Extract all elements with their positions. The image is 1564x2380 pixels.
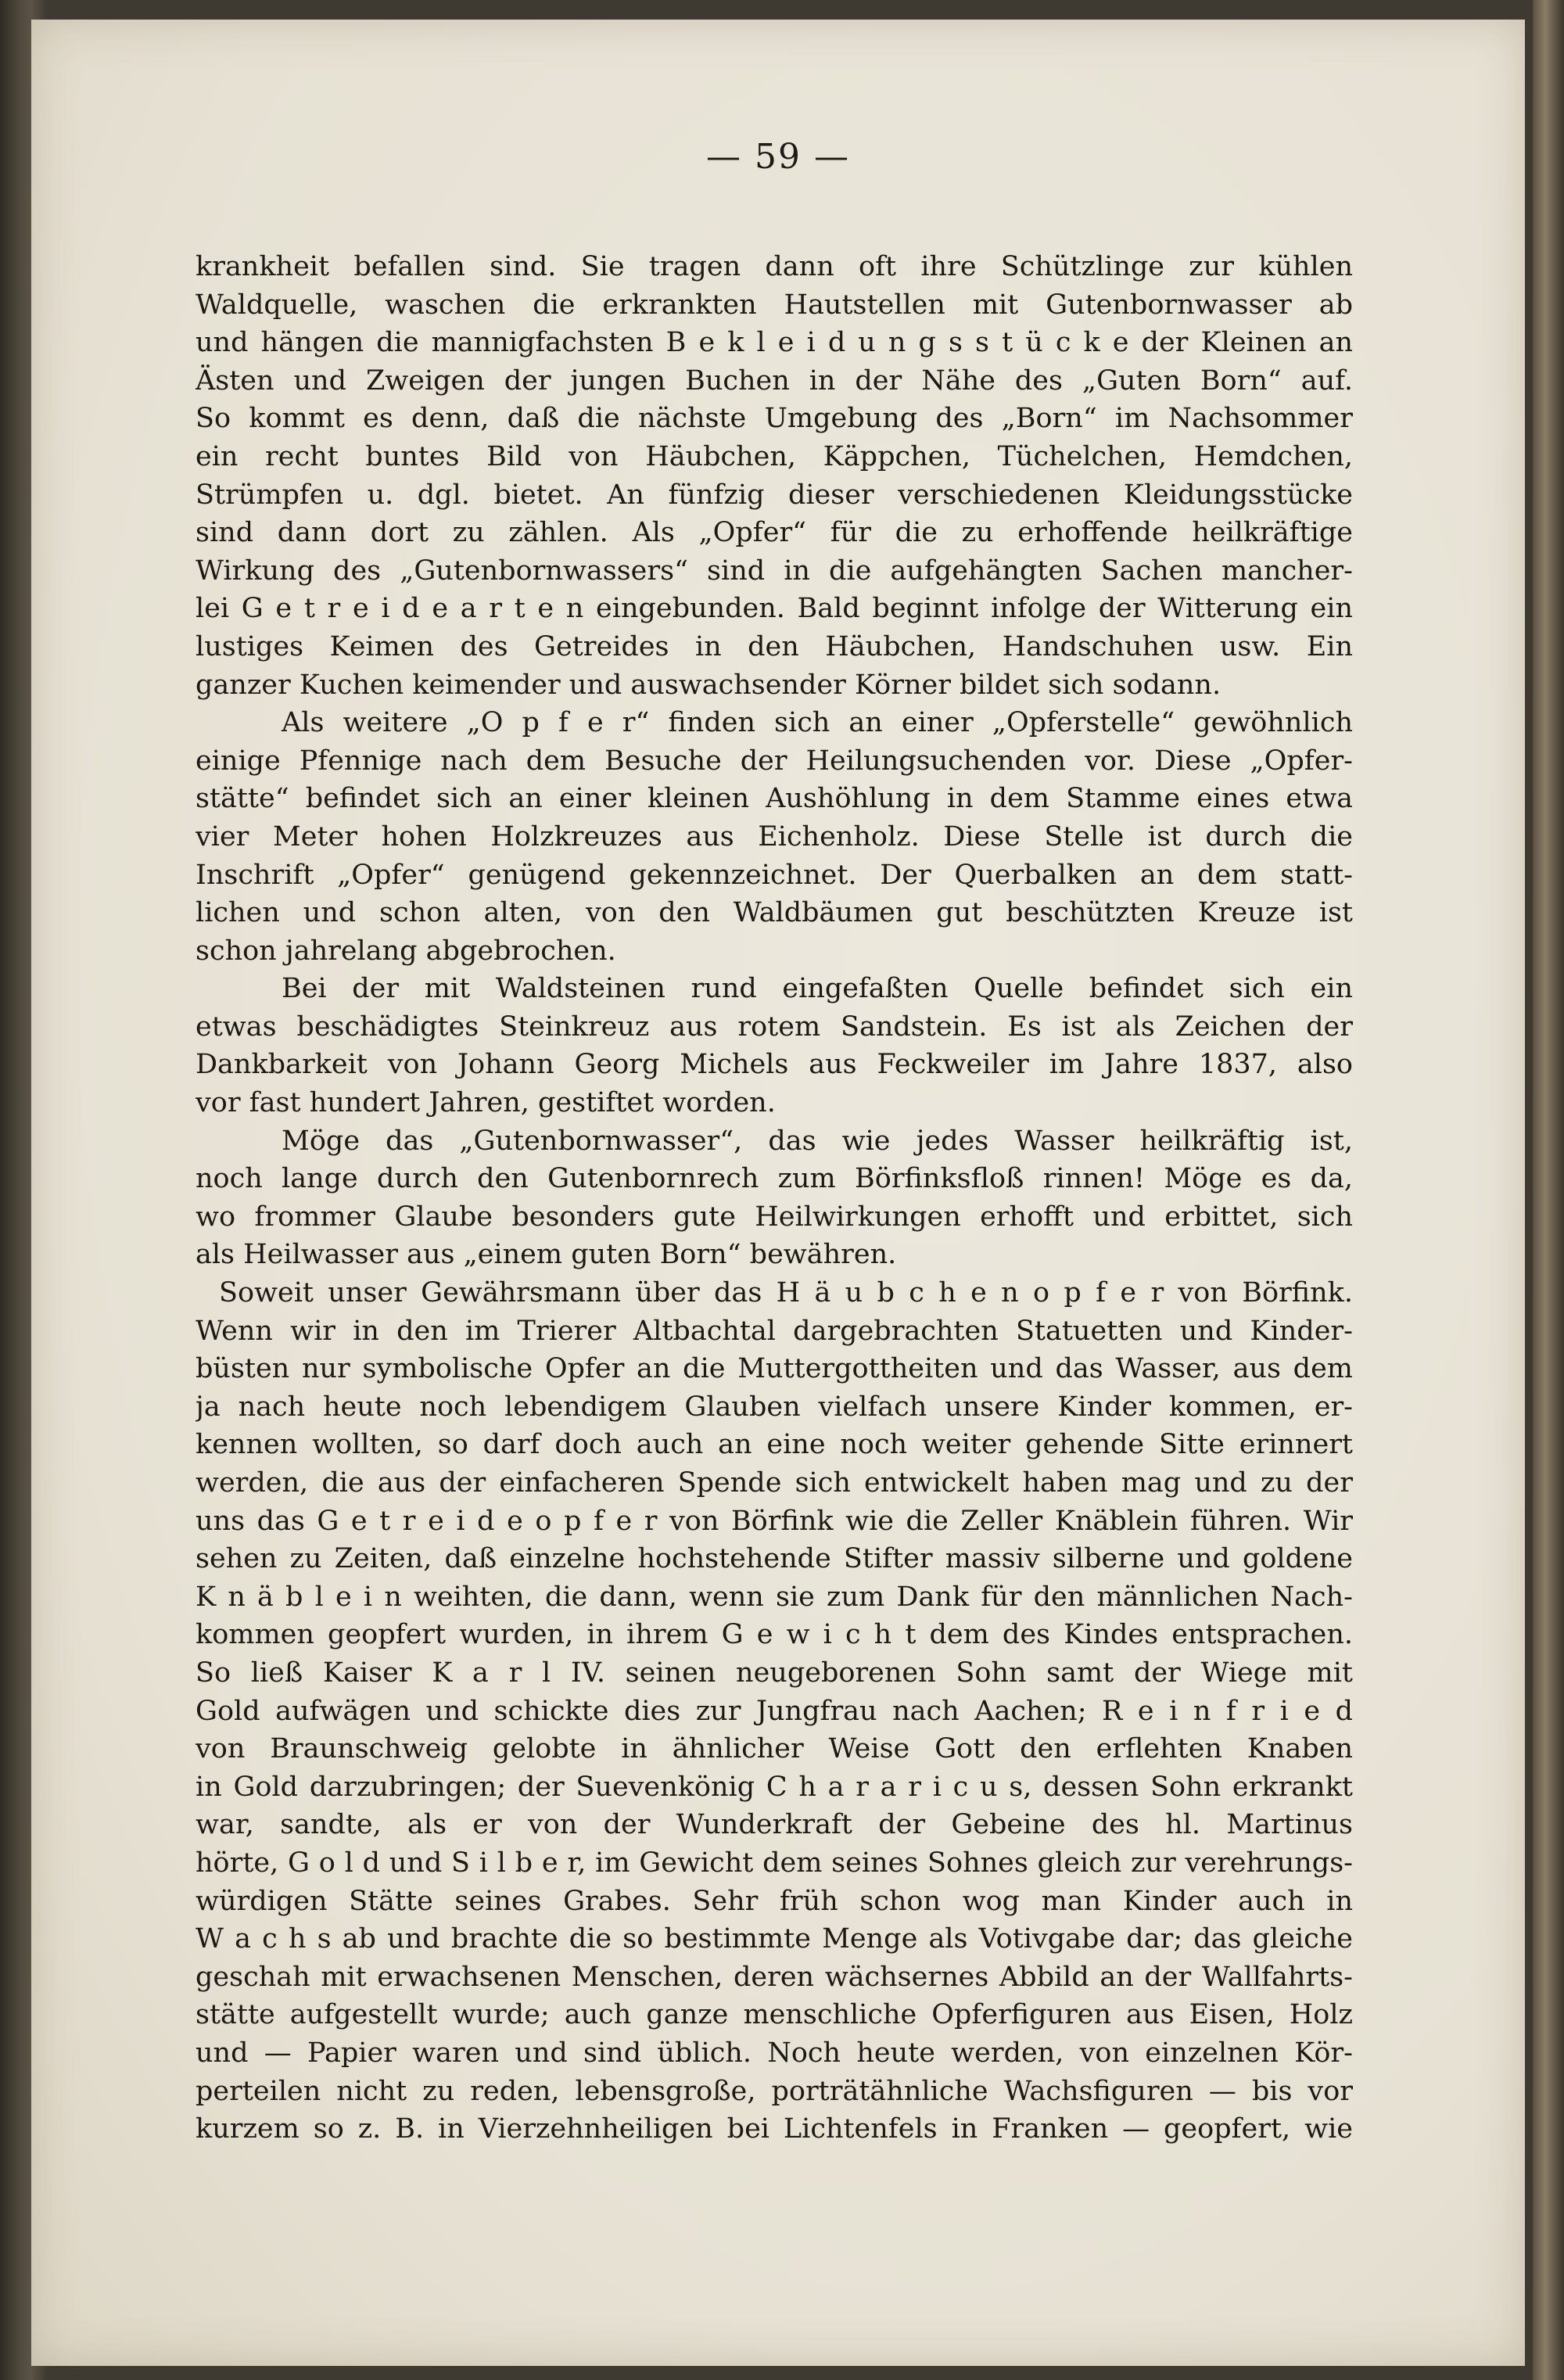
text-line: Waldquelle, waschen die erkrankten Hautstellen mit Gutenbornwasser ab: [196, 289, 1353, 321]
text-line: stätte“ befindet sich an einer kleinen Aushöhlung in dem Stamme eines etwa: [196, 783, 1353, 815]
text-line: noch lange durch den Gutenbornrech zum Börfinksfloß rinnen! Möge es da,: [196, 1163, 1353, 1195]
body-text: [196, 248, 1353, 2148]
book-page: [31, 20, 1525, 2366]
text-line: lichen und schon alten, von den Waldbäumen gut beschützten Kreuze ist: [196, 897, 1353, 929]
text-line: vier Meter hohen Holzkreuzes aus Eichenholz. Diese Stelle ist durch die: [196, 820, 1353, 853]
text-line: hörte, G o l d und S i l b e r, im Gewicht dem seines Sohnes gleich zur verehrungs-: [196, 1847, 1353, 1879]
text-line: war, sandte, als er von der Wunderkraft der Gebeine des hl. Martinus: [196, 1809, 1353, 1841]
text-line: schon jahrelang abgebrochen.: [196, 935, 616, 967]
text-line: Dankbarkeit von Johann Georg Michels aus Feckweiler im Jahre 1837, also: [196, 1049, 1353, 1081]
text-line: krankheit befallen sind. Sie tragen dann oft ihre Schützlinge zur kühlen: [196, 251, 1353, 282]
text-line: lei G e t r e i d e a r t e n eingebunden. Bald beginnt infolge der Witterung ein: [196, 593, 1353, 625]
text-line: werden, die aus der einfacheren Spende sich entwickelt haben mag und zu der: [196, 1467, 1353, 1499]
text-line: würdigen Stätte seines Grabes. Sehr früh schon wog man Kinder auch in: [196, 1885, 1353, 1917]
text-line: sehen zu Zeiten, daß einzelne hochstehende Stifter massiv silberne und goldene: [196, 1543, 1353, 1575]
text-line: uns das G e t r e i d e o p f e r von Börfink wie die Zeller Knäblein führen. Wir: [196, 1505, 1353, 1537]
text-line: ganzer Kuchen keimender und auswachsender Körner bildet sich sodann.: [196, 669, 1221, 701]
text-line: einige Pfennige nach dem Besuche der Heilungsuchenden vor. Diese „Opfer-: [196, 745, 1353, 777]
text-line: büsten nur symbolische Opfer an die Muttergottheiten und das Wasser, aus dem: [196, 1353, 1353, 1385]
text-line: wo frommer Glaube besonders gute Heilwirkungen erhofft und erbittet, sich: [196, 1201, 1353, 1233]
text-line: lustiges Keimen des Getreides in den Häubchen, Handschuhen usw. Ein: [196, 630, 1353, 662]
text-line: als Heilwasser aus „einem guten Born“ bewähren.: [196, 1239, 897, 1271]
text-line: Ästen und Zweigen der jungen Buchen in der Nähe des „Guten Born“ auf.: [196, 364, 1353, 397]
text-line: und — Papier waren und sind üblich. Noch heute werden, von einzelnen Kör-: [196, 2037, 1353, 2069]
text-line: Als weitere „O p f e r“ finden sich an einer „Opferstelle“ gewöhnlich: [282, 707, 1353, 739]
text-line: Möge das „Gutenbornwasser“, das wie jedes Wasser heilkräftig ist,: [282, 1125, 1353, 1157]
text-line: W a c h s ab und brachte die so bestimmte Menge als Votivgabe dar; das gleiche: [196, 1923, 1353, 1955]
text-line: kurzem so z. B. in Vierzehnheiligen bei Lichtenfels in Franken — geopfert, wie: [196, 2113, 1353, 2145]
text-line: Gold aufwägen und schickte dies zur Jungfrau nach Aachen; R e i n f r i e d: [196, 1695, 1353, 1727]
text-line: in Gold darzubringen; der Suevenkönig C h a r a r i c u s, dessen Sohn erkrankt: [196, 1771, 1353, 1803]
text-line: kennen wollten, so darf doch auch an eine noch weiter gehende Sitte erinnert: [196, 1429, 1353, 1461]
text-line: vor fast hundert Jahren, gestiftet worden.: [196, 1087, 776, 1119]
text-line: stätte aufgestellt wurde; auch ganze menschliche Opferfiguren aus Eisen, Holz: [196, 1999, 1353, 2031]
text-line: Inschrift „Opfer“ genügend gekennzeichnet. Der Querbalken an dem statt-: [196, 859, 1353, 891]
text-line: ein recht buntes Bild von Häubchen, Käppchen, Tüchelchen, Hemdchen,: [196, 440, 1353, 472]
text-line: ja nach heute noch lebendigem Glauben vielfach unsere Kinder kommen, er-: [196, 1391, 1353, 1423]
text-line: Strümpfen u. dgl. bietet. An fünfzig dieser verschiedenen Kleidungsstücke: [196, 479, 1353, 511]
text-line: etwas beschädigtes Steinkreuz aus rotem Sandstein. Es ist als Zeichen der: [196, 1011, 1353, 1043]
text-line: Bei der mit Waldsteinen rund eingefaßten Quelle befindet sich ein: [282, 973, 1353, 1005]
text-line: sind dann dort zu zählen. Als „Opfer“ für die zu erhoffende heilkräftige: [196, 517, 1353, 549]
text-line: Wenn wir in den im Trierer Altbachtal dargebrachten Statuetten und Kinder-: [196, 1315, 1353, 1347]
text-line: So ließ Kaiser K a r l IV. seinen neugeborenen Sohn samt der Wiege mit: [196, 1657, 1353, 1689]
text-line: geschah mit erwachsenen Menschen, deren wächsernes Abbild an der Wallfahrts-: [196, 1961, 1353, 1993]
text-line: von Braunschweig gelobte in ähnlicher Weise Gott den erflehten Knaben: [196, 1733, 1353, 1765]
text-line: Wirkung des „Gutenbornwassers“ sind in die aufgehängten Sachen mancher-: [196, 555, 1353, 587]
page-number: — 59 —: [706, 137, 850, 177]
text-line: K n ä b l e i n weihten, die dann, wenn sie zum Dank für den männlichen Nach-: [196, 1581, 1353, 1613]
text-line: kommen geopfert wurden, in ihrem G e w i c h t dem des Kindes entsprachen.: [196, 1619, 1353, 1651]
text-line: Soweit unser Gewährsmann über das H ä u b c h e n o p f e r von Börfink.: [219, 1277, 1353, 1309]
book-page-edge: [1533, 0, 1564, 2380]
text-line: So kommt es denn, daß die nächste Umgebung des „Born“ im Nachsommer: [196, 403, 1353, 435]
text-line: und hängen die mannigfachsten B e k l e i d u n g s s t ü c k e der Kleinen an: [196, 327, 1353, 359]
text-line: perteilen nicht zu reden, lebensgroße, porträtähnliche Wachsfiguren — bis vor: [196, 2075, 1353, 2107]
